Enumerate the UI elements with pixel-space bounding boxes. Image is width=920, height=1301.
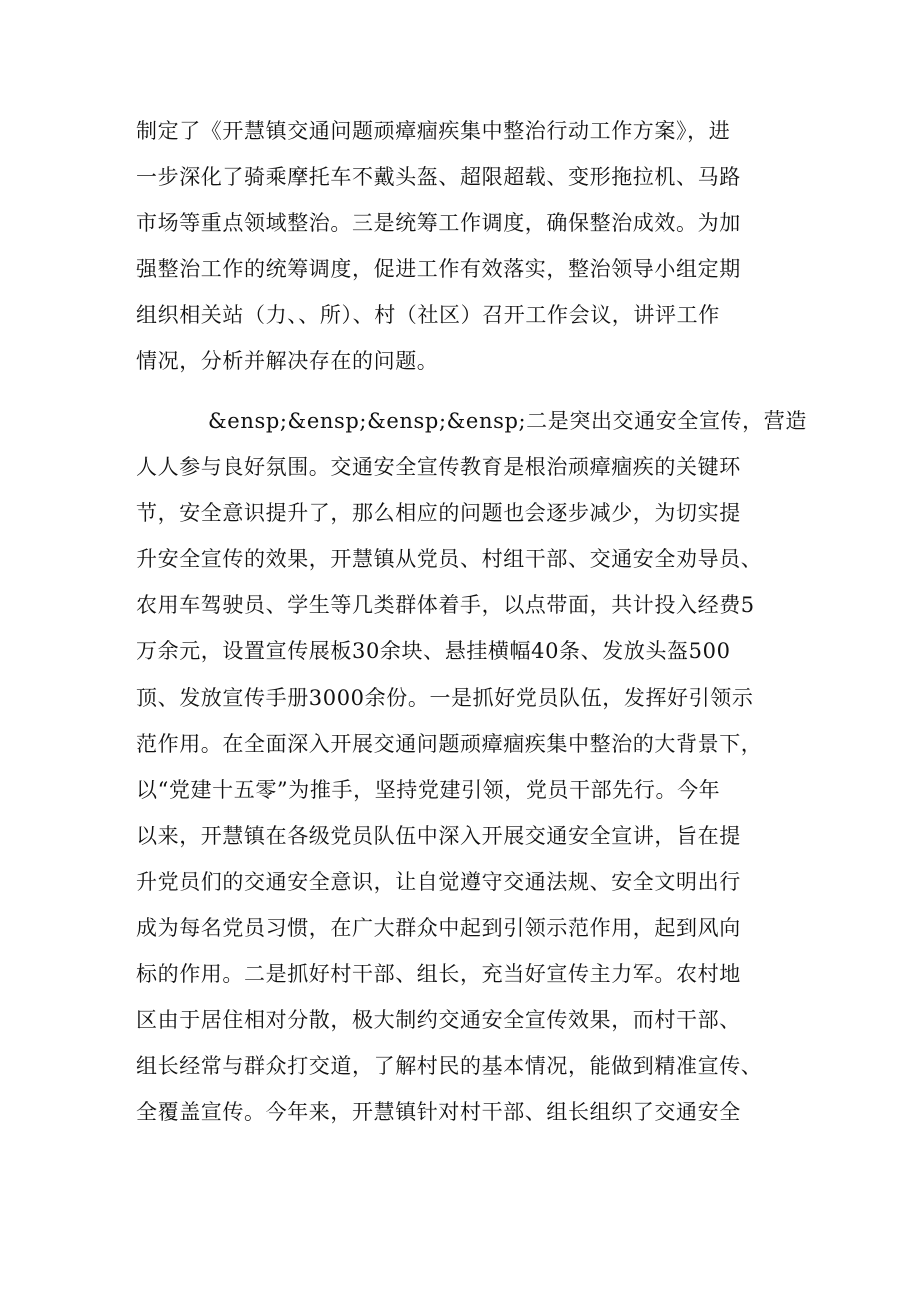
text-line: 标的作用。二是抓好村干部、组长，充当好宣传主力军。农村地 xyxy=(136,962,741,987)
text-line: 农用车驾驶员、学生等几类群体着手，以点带面，共计投入经费5 xyxy=(136,593,755,618)
text-line: 制定了《开慧镇交通问题顽瘴痼疾集中整治行动工作方案》，进 xyxy=(136,119,731,143)
text-line: 范作用。在全面深入开展交通问题顽瘴痼疾集中整治的大背景下， xyxy=(136,731,763,756)
text-line: 强整治工作的统筹调度，促进工作有效落实，整治领导小组定期 xyxy=(136,257,741,282)
text-line: 升党员们的交通安全意识，让自觉遵守交通法规、安全文明出行 xyxy=(136,869,741,894)
text-line: 万余元，设置宣传展板30余块、悬挂横幅40条、发放头盔500 xyxy=(136,639,731,664)
text-line: 组长经常与群众打交道，了解村民的基本情况，能做到精准宣传、 xyxy=(136,1054,763,1079)
text-line: 全覆盖宣传。今年来，开慧镇针对村干部、组长组织了交通安全 xyxy=(136,1100,741,1125)
text-line: 市场等重点领域整治。三是统筹工作调度，确保整治成效。为加 xyxy=(136,211,741,236)
text-line: 升安全宣传的效果，开慧镇从党员、村组干部、交通安全劝导员、 xyxy=(136,547,763,572)
text-line: 一步深化了骑乘摩托车不戴头盔、超限超载、变形拖拉机、马路 xyxy=(136,165,741,190)
text-line: 情况，分析并解决存在的问题。 xyxy=(136,349,439,374)
text-line: 节，安全意识提升了，那么相应的问题也会逐步减少，为切实提 xyxy=(136,501,741,526)
paragraph-1 xyxy=(136,108,802,385)
text-line-first: &ensp;&ensp;&ensp;&ensp;二是突出交通安全宣传，营造 xyxy=(208,409,807,433)
text-line: 成为每名党员习惯，在广大群众中起到引领示范作用，起到风向 xyxy=(136,916,741,941)
text-line: 以来，开慧镇在各级党员队伍中深入开展交通安全宣讲，旨在提 xyxy=(136,823,741,848)
paragraph-2 xyxy=(136,398,807,1136)
text-line: 区由于居住相对分散，极大制约交通安全宣传效果，而村干部、 xyxy=(136,1008,741,1033)
text-line: 人人参与良好氛围。交通安全宣传教育是根治顽瘴痼疾的关键环 xyxy=(136,455,741,480)
text-line: 以“党建十五零”为推手，坚持党建引领，党员干部先行。今年 xyxy=(136,777,721,802)
text-line: 组织相关站（力、、所）、村（社区）召开工作会议，讲评工作 xyxy=(136,303,720,328)
text-line: 顶、发放宣传手册3000余份。一是抓好党员队伍，发挥好引领示 xyxy=(136,685,754,710)
